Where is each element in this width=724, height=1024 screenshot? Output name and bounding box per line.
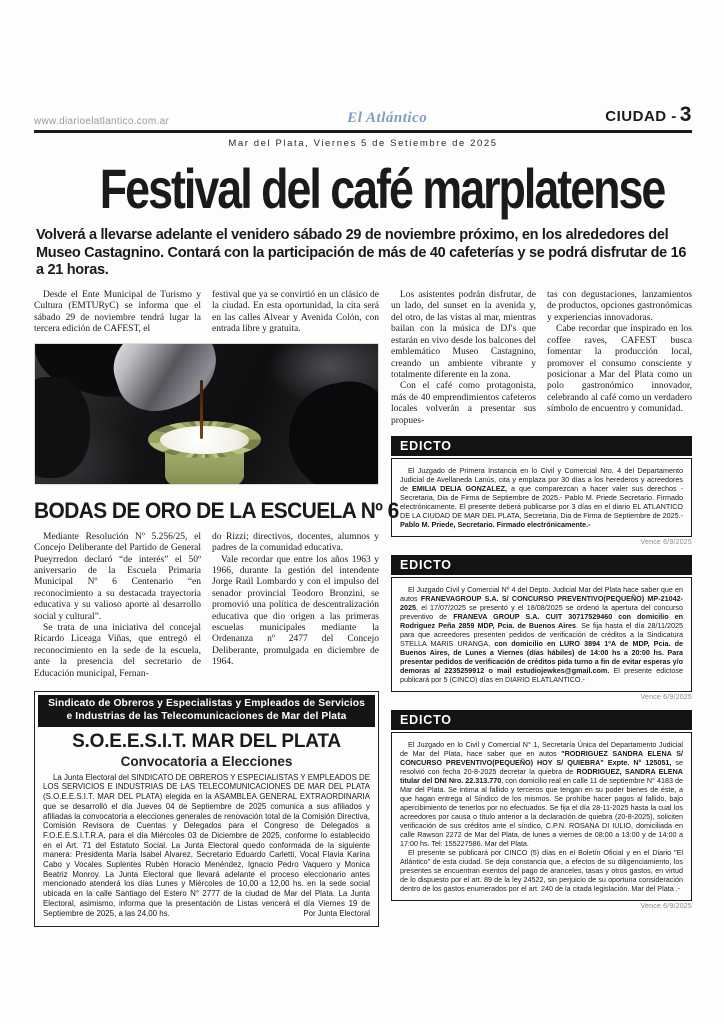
union-notice-text: La Junta Electoral del SINDICATO DE OBREROS Y ESPECIALISTAS Y EMPLEADOS DE LOS SERVICIOS E INDUSTRIAS DE LAS TELECOMUNICACIONES DE MAR DEL PLATA (S.O.E.E.S.I.T. MAR DEL PLATA) elegida en la ASAMBLEA GENERAL EXTRAORDINARIA que se desarrolló el día Jueves 04 de Septiembre de 2025 comunica a sus afiliados y afiliadas la convocatoria a elecciones generales de renovación total de la Comisión Directiva, Comisión Revisora de Cuentas y Delegados para el Congreso de Delegados a F.O.E.E.S.I.T.R.A, para el día Miércoles 03 de Diciembre de 2025, conforme lo establecido en el Art. 71 del Estatuto Social. La Junta Electoral quedo conformada de la siguiente manera: Presidenta María Isabel Alvarez, Secretario Eduardo Carletti, Vocal Flavia Karina Cabo y Vocales Suplentes Rubén Horacio Menéndez, Ignacio Pedro Vaquero y Monica Beatriz Monroy. La Junta Electoral que llevará adelante el proceso eleccionario antes mencionado atenderá los días Lunes y Miércoles de 10,00 a 12,00 hs. en la sede social ubicada en la calle Santiago del Estero N° 2777 de la ciudad de Mar del Plata. La Junta Electoral, asimismo, informa que la presentación de Listas vencerá el día Viernes 19 de Septiembre de 2025, a las 24,00 hs.	[43, 772, 370, 918]
edicto-2-expiry: Vence 6/9/2025	[640, 693, 692, 701]
second-article-column-1: Mediante Resolución Nº 5.256/25, el Concejo Deliberante del Partido de General Pueyrredon declaró “de interés” el 50º aniversario de la Escuela Primaria Municipal Nº 6 Centenario “en reconocimiento a su destacada trayectoria educativa y su valioso aporte al desarrollo social y cultural”. Se trata de una iniciativa del concejal Ricardo Liceaga Viñas, que entregó el reconocimiento en la sede de la escuela, ante la presencia del secretario de Educación municipal, Fernan-	[34, 531, 201, 679]
left-column	[34, 290, 399, 927]
section-name: CIUDAD -	[605, 108, 677, 125]
edicto-box-2	[391, 555, 692, 701]
union-org-name: S.O.E.E.S.I.T. MAR DEL PLATA	[72, 730, 341, 752]
article-column-1: Desde el Ente Municipal de Turismo y Cultura (EMTURyC) se informa que el sábado 29 de noviembre tendrá lugar la tercera edición de CAFEST, el	[34, 290, 201, 335]
main-headline: Festival del café marplatense	[99, 157, 665, 220]
masthead-logo: El Atlántico	[347, 110, 428, 126]
photo-metal-jug	[103, 343, 227, 422]
edicto-2-body: El Juzgado Civil y Comercial Nº 4 del Depto. Judicial Mar del Plata hace saber que en autos FRANEVAGROUP S.A. S/ CONCURSO PREVENTIVO(PEQUEÑO) MP-21042-2025, el 17/07/2025 se presentó y el 18/08/2025 se ordenó la apertura del concurso preventivo de FRANEVA GROUP S.A. CUIT 30717529460 con domicilio en Rodriguez Peña 2859 MDP, Pcia. de Buenos Aires. Se fija hasta el día 28/11/2025 para que acreedores presenten pedidos de verificación de créditos a la Sindicatura STELLA MARIS URANGA, con domicilio en LURO 3894 1ºA de MDP, Pcia. de Buenos Aires, de Lunes a Viernes (días hábiles) de 14:00 hs a 20:00 hs. Para presentar pedidos de verificación de créditos pida turno a fin de evitar esperas y/o demoras al 2235259912 o mail estudiojewkes@gmail.com. El presente edictose publicará por 5 (CINCO) días en DIARIO ELATLANTICO.-	[391, 577, 692, 692]
page-number: 3	[679, 103, 692, 126]
edicto-3-expiry: Vence 6/9/2025	[640, 902, 692, 910]
photo-cream-top	[160, 426, 249, 454]
union-notice-signature: Por Junta Electoral	[303, 908, 370, 918]
edicto-box-3	[391, 710, 692, 910]
second-article-columns	[34, 532, 379, 680]
union-notice-body	[38, 773, 375, 924]
article-column-2: festival que ya se convirtió en un clásico de la ciudad. En esta oportunidad, la cita será en las calles Alvear y Avenida Colón, con entrada libre y gratuita.	[212, 290, 379, 335]
edicto-box-1	[391, 436, 692, 546]
edicto-2-header: EDICTO	[391, 555, 692, 575]
second-article-headline: BODAS DE ORO DE LA ESCUELA Nº 6	[34, 497, 399, 523]
article-photo	[34, 343, 379, 485]
edicto-1-header: EDICTO	[391, 436, 692, 456]
website-url: www.diarioelatlantico.com.ar	[34, 116, 170, 127]
main-content-row	[34, 290, 692, 927]
union-notice-box	[34, 691, 379, 927]
article-column-3: Los asistentes podrán disfrutar, de un lado, del sunset en la avenida y, del otro, de las vistas al mar, mientras bailan con la música de DJ's que estarán en vivo desde los balcones del emblemático Museo Castagnino, creando un ambiente vibrante y totalmente diferente en la zona. Con el café como protagonista, más de 40 emprendimientos cafeteros locales volverán a presentar sus propues-	[391, 290, 536, 426]
union-org-line1: Sindicato de Obreros y Especialistas y Empleados de Servicios	[48, 697, 365, 709]
main-article-right-columns	[391, 290, 692, 427]
second-article-column-2: do Rizzi; directivos, docentes, alumnos y padres de la comunidad educativa. Vale recordar que entre los años 1963 y 1966, durante la gestión del intendente Jorge Raúl Lombardo y con el impulso del senador provincial Teodoro Bronzini, se promovió una política de descentralización educativa que dio origen a las primeras escuelas municipales mediante la Ordenanza nº 2477 del Concejo Deliberante, promulgada en diciembre de 1964.	[212, 531, 379, 668]
union-notice-org-bar	[38, 695, 375, 727]
union-notice-title: Convocatoria a Elecciones	[120, 753, 293, 769]
edicto-1-expiry: Vence 6/9/2025	[640, 538, 692, 546]
main-subheadline: Volverá a llevarse adelante el venidero sábado 29 de noviembre próximo, en los alrededores del Museo Castagnino. Contará con la participación de más de 40 cafeterías y se podrá disfrutar de 16 a 21 horas.	[36, 227, 687, 279]
edicto-3-header: EDICTO	[391, 710, 692, 730]
edicto-1-body: El Juzgado de Primera Instancia en lo Civil y Comercial Nro. 4 del Departamento Judicial de Avellaneda Lanús, cita y emplaza por 30 días a los herederos y acreedores de EMILIA DELIA GONZALEZ, a que comparezcan a hacer valer sus derechos - Secretaria, Dia de Firma de Septiembre de 2025.- Pablo M. Priede Secretario. Firmado electrónicamente. El presente deberá publicarse por 3 días en el diario EL ATLANTICO DE LA CIUDAD DE MAR DEL PLATA, Secretaria, Dia de Firma de Septiembre de 2025.- Pablo M. Priede, Secretario. Firmado electrónicamente.-	[391, 458, 692, 537]
edicto-3-body: El Juzgado en lo Civil y Comercial N° 1, Secretaría Única del Departamento Judicial de Mar del Plata, hace saber que en autos "RODRIGUEZ SANDRA ELENA S/ CONCURSO PREVENTIVO(PEQUEÑO) HOY S/ QUIEBRA" Expte. N° 125051, se resolvió con fecha 20-8-2025 decretar la quiebra de RODRIGUEZ, SANDRA ELENA titular del DNI Nro. 22.313.770, con domicilio real en calle 11 de septiembre N° 4183 de Mar del Plata. Se intima al fallido y terceros que tengan en su poder bienes de éste, a que hagan entrega al Síndico de los mismos. Se prohíbe hacer pagos al fallido, bajo apercibimiento de tenerlos por no efectuados. Se fija el día 28-11-2025 hasta la cual los acreedores por causa o título anterior a la declaración de quiebra (20-8-2025), soliciten verificación de sus créditos ante el síndico, C.P.N. ROSANA DI IULIO, domiciliada en calle Rawson 2272 de Mar del Plata, de lunes a viernes de 08:00 a 13:00 y de 14:00 a 17:00 hs. Tel: 155227586. Mar del Plata. El presente se publicará por CINCO (5) días en el Boletín Oficial y en el Diario "El Atlántico" de esta ciudad. Se deja constancia que, a efectos de su diligenciamiento, los presentes se encuentran exentos del pago de aranceles, tasas y otros gastos, en virtud de lo dispuesto por el art. 89 de la ley 24522, sin perjuicio de su oportuna consideración dentro de los gastos enumerados por el art. 240 de la citada legislación. Mar del Plata .-	[391, 732, 692, 901]
photo-gloved-hand-right	[280, 374, 379, 484]
union-org-line2: e Industrias de las Telecomunicaciones de Mar del Plata	[66, 710, 347, 722]
dateline: Mar del Plata, Viernes 5 de Setiembre de 2025	[228, 138, 498, 149]
photo-coffee-stream	[200, 380, 203, 439]
photo-gloved-hand-left	[34, 377, 90, 478]
main-article-left-columns	[34, 290, 379, 336]
article-column-4: tas con degustaciones, lanzamientos de productos, opciones gastronómicas y experiencias innovadoras. Cabe recordar que inspirado en los coffee raves, CAFEST busca fomentar la producción local, promover el consumo consciente y posicionar a Mar del Plata como un polo gastronómico innovador, celebrando al café como un verdadero símbolo de encuentro y comunidad.	[547, 290, 692, 415]
page-header	[34, 103, 692, 133]
right-column	[391, 290, 692, 927]
section-label	[605, 103, 692, 127]
